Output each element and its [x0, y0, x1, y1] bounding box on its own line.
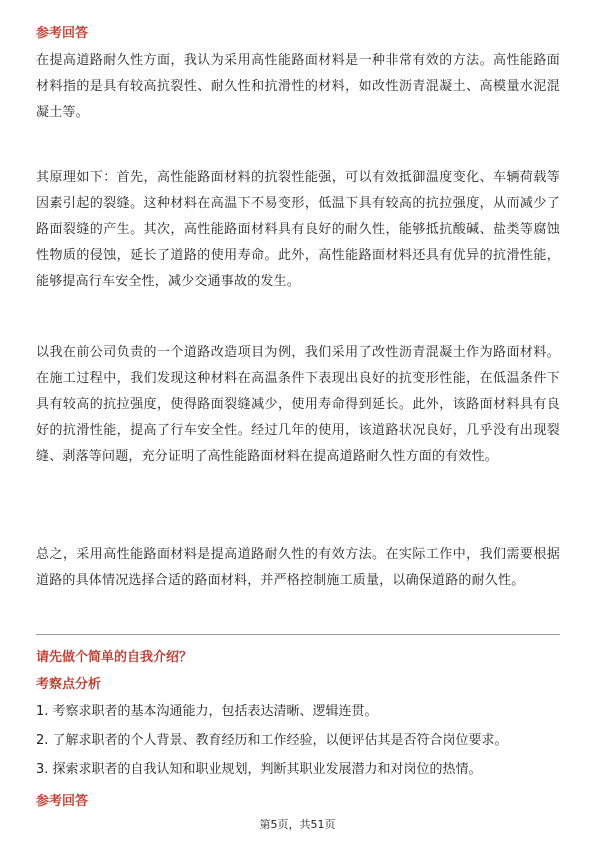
answer-paragraph-conclusion: 总之，采用高性能路面材料是提高道路耐久性的有效方法。在实际工作中，我们需要根据道路的具体情况选择合适的路面材料，并严格控制施工质量，以确保道路的耐久性。: [36, 547, 560, 588]
analysis-heading: 考察点分析: [36, 677, 102, 692]
reference-answer-heading-2: 参考回答: [36, 794, 89, 809]
answer-paragraph-example: 以我在前公司负责的一个道路改造项目为例，我们采用了改性沥青混凝土作为路面材料。在施工过程中，我们发现这种材料在高温条件下表现出良好的抗变形性能，在低温条件下具有较高的抗拉强度，使得路面裂缝减少，使用寿命得到延长。此外，该路面材料具有良好的抗滑性能，提高了行车安全性。经过几年的使用，该道路状况良好，几乎没有出现裂缝、剥落等问题，充分证明了高性能路面材料在提高道路耐久性方面的有效性。: [36, 345, 560, 464]
page-number: 第5页，共51页: [259, 818, 336, 831]
answer-paragraph-intro: 在提高道路耐久性方面，我认为采用高性能路面材料是一种非常有效的方法。高性能路面材料指的是具有较高抗裂性、耐久性和抗滑性的材料，如改性沥青混凝土、高模量水泥混凝土等。: [36, 53, 560, 120]
interview-question-heading: 请先做个简单的自我介绍？: [36, 650, 193, 665]
answer-paragraph-principle: 其原理如下：首先，高性能路面材料的抗裂性能强，可以有效抵御温度变化、车辆荷载等因素引起的裂缝。这种材料在高温下不易变形，低温下具有较高的抗拉强度，从而减少了路面裂缝的产生。其次，高性能路面材料具有良好的耐久性，能够抵抗酸碱、盐类等腐蚀性物质的侵蚀，延长了道路的使用寿命。此外，高性能路面材料还具有优异的抗滑性能，能够提高行车安全性，减少交通事故的发生。: [36, 170, 560, 289]
analysis-point: 3. 探索求职者的自我认知和职业规划，判断其职业发展潜力和对岗位的热情。: [36, 762, 482, 777]
analysis-point: 1. 考察求职者的基本沟通能力，包括表达清晰、逻辑连贯。: [36, 704, 378, 719]
section-divider: [36, 634, 560, 635]
reference-answer-heading: 参考回答: [36, 26, 89, 41]
analysis-point: 2. 了解求职者的个人背景、教育经历和工作经验，以便评估其是否符合岗位要求。: [36, 733, 508, 748]
